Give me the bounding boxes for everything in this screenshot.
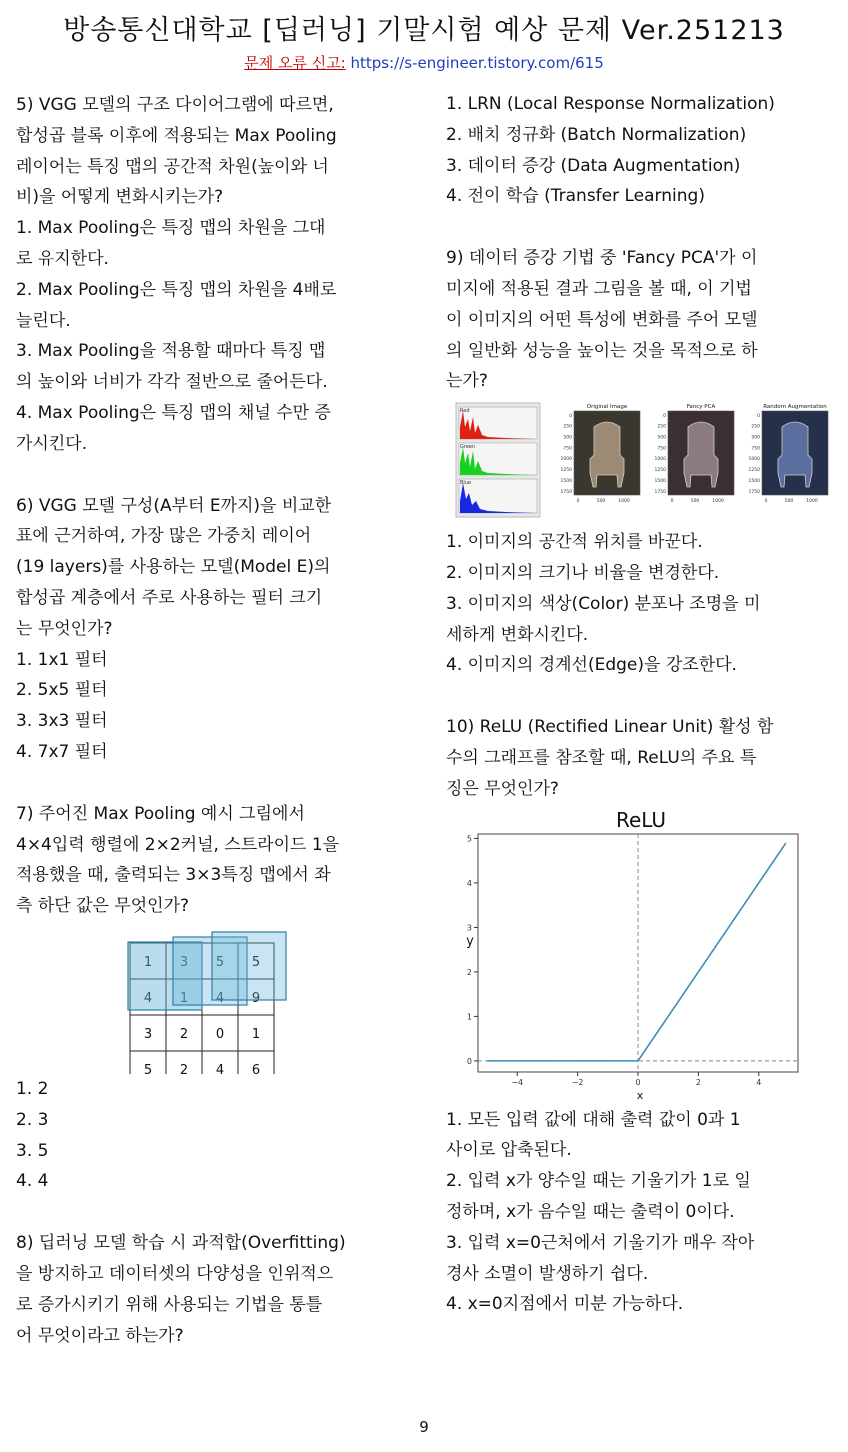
option-line: 1. 모든 입력 값에 대해 출력 값이 0과 1 [446, 1109, 741, 1130]
y-tick-label: 1500 [654, 479, 666, 485]
option-line: 3. 입력 x=0근처에서 기울기가 매우 작아 [446, 1232, 755, 1253]
y-tick-label: 1750 [748, 489, 760, 495]
x-tick-label: 1000 [712, 499, 724, 505]
y-tick-label: 500 [751, 435, 760, 441]
option-line: 1. 이미지의 공간적 위치를 바꾼다. [446, 532, 703, 553]
grid-cell-value: 5 [143, 1062, 153, 1074]
option-line: 4. 7x7 필터 [16, 741, 108, 762]
option-line: 4. 이미지의 경계선(Edge)을 강조한다. [446, 655, 737, 676]
y-axis-label: y [466, 933, 474, 949]
panel-title: Random Augmentation [763, 404, 827, 411]
y-tick-label: 1 [466, 1011, 472, 1021]
option-line: 의 높이와 너비가 각각 절반으로 줄어든다. [16, 372, 328, 393]
y-tick-label: 500 [563, 435, 572, 441]
hist-label-red: Red [460, 408, 470, 415]
question-text-line: 4×4입력 행렬에 2×2커널, 스트라이드 1을 [16, 834, 340, 855]
question-10 [446, 712, 832, 1320]
option-line: 1. 1x1 필터 [16, 649, 108, 670]
option-line: 세하게 변화시킨다. [446, 624, 589, 645]
right-column [446, 89, 832, 1320]
page-title: 방송통신대학교 [딥러닝] 기말시험 예상 문제 Ver.251213 [63, 15, 785, 46]
y-tick-label: 250 [563, 424, 572, 430]
x-tick-label: 500 [690, 499, 700, 505]
y-tick-label: 1750 [560, 489, 572, 495]
pool-window-3 [212, 932, 286, 1000]
question-text-line: 는가? [446, 371, 488, 392]
grid-cell-value: 4 [215, 1062, 225, 1074]
fancy-pca-figure [446, 397, 832, 527]
y-tick-label: 500 [657, 435, 666, 441]
option-line: 가시킨다. [16, 433, 88, 454]
question-text-line: 8) 딥러닝 모델 학습 시 과적합(Overfitting) [16, 1233, 346, 1254]
option-line: 3. 5 [16, 1140, 49, 1161]
question-text-line: 합성곱 블록 이후에 적용되는 Max Pooling [16, 125, 337, 146]
question-text-line: 미지에 적용된 결과 그림을 볼 때, 이 기법 [446, 278, 752, 299]
x-axis-label: x [636, 1088, 644, 1102]
panel-title: Original Image [586, 404, 628, 411]
grid-cell-value: 0 [215, 1026, 225, 1042]
x-tick-label: 0 [635, 1077, 641, 1087]
x-tick-label: 500 [784, 499, 794, 505]
x-tick-label: 0 [764, 499, 768, 505]
option-line: 4. x=0지점에서 미분 가능하다. [446, 1294, 684, 1315]
x-tick-label: 4 [756, 1077, 762, 1087]
question-text-line: 로 증가시키기 위해 사용되는 기법을 통틀 [16, 1294, 323, 1315]
question-5 [16, 90, 402, 460]
y-tick-label: 1000 [748, 457, 760, 463]
option-line: 정하며, x가 음수일 때는 출력이 0이다. [446, 1201, 735, 1222]
x-tick-label: 500 [596, 499, 606, 505]
question-text-line: 측 하단 값은 무엇인가? [16, 896, 190, 917]
y-tick-label: 1000 [560, 457, 572, 463]
option-line: 2. 입력 x가 양수일 때는 기울기가 1로 일 [446, 1171, 751, 1192]
error-report-url[interactable]: https://s-engineer.tistory.com/615 [350, 54, 604, 72]
error-report-label[interactable]: 문제 오류 신고: [244, 54, 346, 72]
question-text-line: 이 이미지의 어떤 특성에 변화를 주어 모델 [446, 309, 758, 330]
question-8 [16, 1228, 402, 1351]
question-text-line: 징은 무엇인가? [446, 778, 559, 799]
y-tick-label: 1500 [560, 479, 572, 485]
y-tick-label: 250 [751, 424, 760, 430]
y-tick-label: 1250 [748, 468, 760, 474]
y-tick-label: 1250 [560, 468, 572, 474]
y-tick-label: 0 [466, 1056, 472, 1066]
x-tick-label: 0 [576, 499, 580, 505]
option-line: 로 유지한다. [16, 248, 109, 269]
grid-cell-value: 1 [251, 1026, 261, 1042]
option-line: 1. LRN (Local Response Normalization) [446, 94, 775, 114]
y-tick-label: 1750 [654, 489, 666, 495]
question-text-line: 레이어는 특징 맵의 공간적 차원(높이와 너 [16, 156, 329, 177]
option-line: 경사 소멸이 발생하기 쉽다. [446, 1263, 649, 1284]
option-line: 2. 3 [16, 1109, 49, 1130]
y-tick-label: 750 [563, 446, 572, 452]
question-8-options [446, 89, 832, 212]
y-tick-label: 2 [466, 967, 472, 977]
option-line: 1. 2 [16, 1078, 49, 1099]
page-number: 9 [419, 1418, 429, 1436]
question-text-line: 7) 주어진 Max Pooling 예시 그림에서 [16, 803, 305, 824]
hist-label-green: Green [460, 444, 476, 451]
question-7 [16, 799, 402, 1197]
question-9 [446, 243, 832, 681]
y-tick-label: 250 [657, 424, 666, 430]
question-text-line: (19 layers)를 사용하는 모델(Model E)의 [16, 557, 331, 578]
grid-cell-value: 2 [179, 1026, 189, 1042]
question-text-line: 비)을 어떻게 변화시키는가? [16, 187, 224, 208]
option-line: 사이로 압축된다. [446, 1140, 572, 1161]
x-tick-label: 0 [670, 499, 674, 505]
question-text-line: 9) 데이터 증강 기법 중 'Fancy PCA'가 이 [446, 248, 758, 269]
question-text-line: 5) VGG 모델의 구조 다이어그램에 따르면, [16, 95, 334, 115]
option-line: 1. Max Pooling은 특징 맵의 차원을 그대 [16, 218, 326, 239]
question-text-line: 6) VGG 모델 구성(A부터 E까지)을 비교한 [16, 495, 332, 516]
left-column [16, 90, 402, 1351]
question-text-line: 표에 근거하여, 가장 많은 가중치 레이어 [16, 526, 312, 547]
option-line: 3. 이미지의 색상(Color) 분포나 조명을 미 [446, 593, 761, 614]
x-tick-label: 2 [695, 1077, 701, 1087]
question-text-line: 는 무엇인가? [16, 618, 113, 639]
y-tick-label: 0 [569, 413, 572, 419]
question-text-line: 어 무엇이라고 하는가? [16, 1325, 184, 1346]
relu-chart [446, 805, 832, 1105]
y-tick-label: 1500 [748, 479, 760, 485]
question-text-line: 의 일반화 성능을 높이는 것을 목적으로 하 [446, 340, 758, 361]
x-tick-label: 1000 [806, 499, 818, 505]
question-text-line: 10) ReLU (Rectified Linear Unit) 활성 함 [446, 717, 774, 738]
question-text-line: 을 방지하고 데이터셋의 다양성을 인위적으 [16, 1263, 334, 1284]
option-line: 2. 5x5 필터 [16, 680, 108, 701]
x-tick-label: −2 [571, 1077, 584, 1087]
option-line: 2. 이미지의 크기나 비율을 변경한다. [446, 562, 720, 583]
chart-title: ReLU [615, 807, 667, 832]
hist-label-blue: Blue [460, 480, 472, 487]
y-tick-label: 750 [657, 446, 666, 452]
histogram-panel [456, 403, 540, 517]
question-6 [16, 491, 402, 768]
option-line: 2. Max Pooling은 특징 맵의 차원을 4배로 [16, 279, 337, 300]
grid-cell-value: 6 [251, 1062, 261, 1074]
y-tick-label: 0 [757, 413, 760, 419]
y-tick-label: 750 [751, 446, 760, 452]
question-text-line: 수의 그래프를 참조할 때, ReLU의 주요 특 [446, 747, 757, 768]
option-line: 4. Max Pooling은 특징 맵의 채널 수만 증 [16, 402, 331, 423]
y-tick-label: 0 [663, 413, 666, 419]
x-tick-label: 1000 [618, 499, 630, 505]
grid-cell-value: 3 [143, 1026, 153, 1042]
option-line: 3. Max Pooling을 적용할 때마다 특징 맵 [16, 341, 326, 362]
y-tick-label: 5 [466, 833, 472, 843]
panel-title: Fancy PCA [686, 404, 716, 411]
y-tick-label: 4 [466, 878, 472, 888]
option-line: 3. 데이터 증강 (Data Augmentation) [446, 155, 741, 176]
x-tick-label: −4 [511, 1077, 524, 1087]
y-tick-label: 1250 [654, 468, 666, 474]
question-text-line: 적용했을 때, 출력되는 3×3특징 맵에서 좌 [16, 865, 331, 886]
option-line: 4. 4 [16, 1171, 49, 1192]
max-pooling-figure [16, 922, 402, 1074]
error-report-line [0, 52, 848, 73]
y-tick-label: 3 [466, 922, 472, 932]
grid-cell-value: 2 [179, 1062, 189, 1074]
question-text-line: 합성곱 계층에서 주로 사용하는 필터 크기 [16, 587, 323, 608]
option-line: 3. 3x3 필터 [16, 711, 108, 732]
y-tick-label: 1000 [654, 457, 666, 463]
option-line: 늘린다. [16, 310, 71, 331]
option-line: 2. 배치 정규화 (Batch Normalization) [446, 124, 747, 145]
option-line: 4. 전이 학습 (Transfer Learning) [446, 186, 705, 207]
